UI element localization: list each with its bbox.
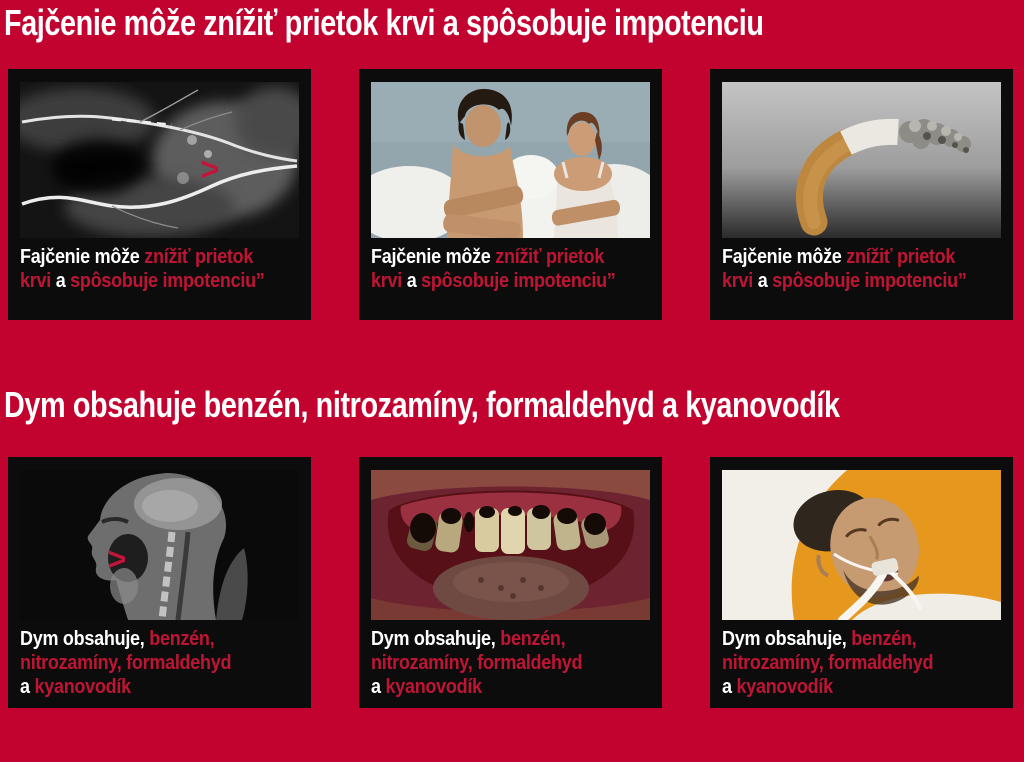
angiogram-photo bbox=[20, 82, 299, 238]
warning-caption bbox=[371, 627, 622, 699]
caption-segment: znížiť prietok bbox=[495, 245, 605, 268]
caption-segment: Fajčenie môže bbox=[20, 245, 145, 268]
caption-segment: znížiť prietok bbox=[144, 245, 254, 268]
card-row-smoke bbox=[0, 457, 1024, 708]
warning-card-angiogram bbox=[8, 69, 311, 320]
caption-segment: Dym obsahuje, bbox=[371, 627, 501, 650]
caption-segment: Fajčenie môže bbox=[371, 245, 496, 268]
warning-caption bbox=[722, 245, 973, 293]
patient-image bbox=[722, 470, 1001, 620]
angiogram-image bbox=[20, 82, 299, 238]
caption-segment: nitrozamíny, formaldehyd bbox=[20, 651, 232, 674]
mri-scan-photo bbox=[20, 470, 299, 620]
card-row-impotence bbox=[0, 69, 1024, 320]
caption-segment: znížiť prietok bbox=[846, 245, 956, 268]
warning-caption bbox=[722, 627, 973, 699]
teeth-image bbox=[371, 470, 650, 620]
drooping-cigarette-photo bbox=[722, 82, 1001, 238]
warning-caption bbox=[20, 627, 271, 699]
arrow-marker-icon: > bbox=[200, 150, 220, 187]
caption-segment: benzén, bbox=[851, 627, 917, 650]
section-heading-smoke: Dym obsahuje benzén, nitrozamíny, formaldehyd a kyanovodík bbox=[4, 383, 840, 425]
caption-segment: kyanovodík bbox=[385, 675, 482, 698]
section-heading-impotence: Fajčenie môže znížiť prietok krvi a spôsobuje impotenciu bbox=[4, 2, 764, 43]
decayed-teeth-photo bbox=[371, 470, 650, 620]
caption-segment: a bbox=[406, 269, 422, 292]
breathing-tube-photo bbox=[722, 470, 1001, 620]
warning-card-couple bbox=[359, 69, 662, 320]
caption-segment: a bbox=[55, 269, 71, 292]
caption-segment: krvi bbox=[722, 269, 758, 292]
caption-segment: krvi bbox=[20, 269, 56, 292]
caption-segment: krvi bbox=[371, 269, 407, 292]
arrow-marker-icon: > bbox=[107, 540, 127, 577]
caption-segment: kyanovodík bbox=[736, 675, 833, 698]
warning-caption bbox=[371, 245, 622, 293]
caption-segment: spôsobuje impotenciu” bbox=[772, 269, 967, 292]
caption-segment: nitrozamíny, formaldehyd bbox=[371, 651, 583, 674]
caption-segment: benzén, bbox=[500, 627, 566, 650]
caption-segment: a bbox=[757, 269, 773, 292]
caption-segment: Dym obsahuje, bbox=[722, 627, 852, 650]
warning-card-mri bbox=[8, 457, 311, 708]
caption-segment: nitrozamíny, formaldehyd bbox=[722, 651, 934, 674]
unhappy-couple-photo bbox=[371, 82, 650, 238]
caption-segment: kyanovodík bbox=[34, 675, 131, 698]
warning-caption bbox=[20, 245, 271, 293]
caption-segment: spôsobuje impotenciu” bbox=[70, 269, 265, 292]
mri-image bbox=[20, 470, 299, 620]
warning-card-teeth bbox=[359, 457, 662, 708]
caption-segment: a bbox=[20, 675, 35, 698]
couple-image bbox=[371, 82, 650, 238]
caption-segment: benzén, bbox=[149, 627, 215, 650]
caption-segment: a bbox=[371, 675, 386, 698]
caption-segment: a bbox=[722, 675, 737, 698]
warning-card-breathing-tube bbox=[710, 457, 1013, 708]
caption-segment: spôsobuje impotenciu” bbox=[421, 269, 616, 292]
caption-segment: Fajčenie môže bbox=[722, 245, 847, 268]
warning-card-cigarette bbox=[710, 69, 1013, 320]
cigarette-image bbox=[722, 82, 1001, 238]
caption-segment: Dym obsahuje, bbox=[20, 627, 150, 650]
